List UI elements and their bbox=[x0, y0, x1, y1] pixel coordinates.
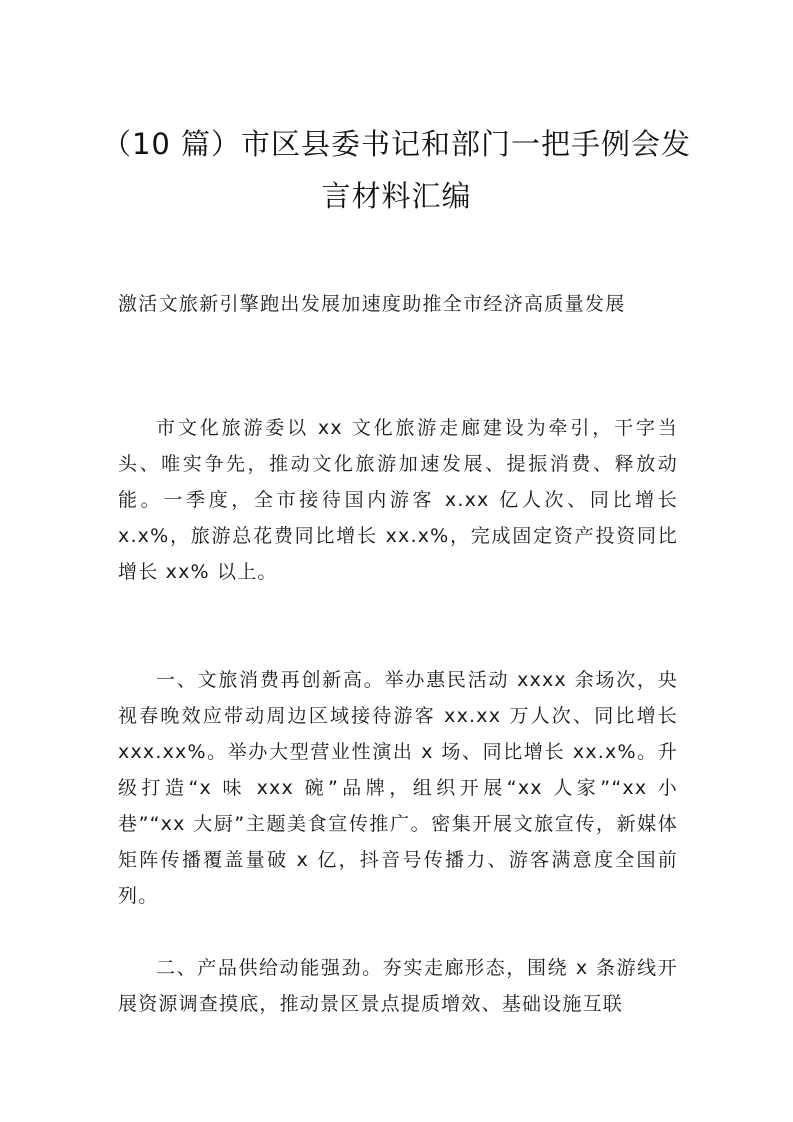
paragraph-text: 市文化旅游委以 xx 文化旅游走廊建设为牵引，干字当头、唯实争先，推动文化旅游加速发展、提振消费、释放动能。一季度，全市接待国内游客 x.xx 亿人次、同比增长 x.x%，旅游总花费同比增长 xx.x%，完成固定资产投资同比增长 xx% 以上。 bbox=[118, 417, 678, 583]
document-title: （10 篇）市区县委书记和部门一把手例会发言材料汇编 bbox=[101, 127, 692, 213]
document-subtitle: 激活文旅新引擎跑出发展加速度助推全市经济高质量发展 bbox=[118, 293, 626, 315]
body-paragraph-section-1 bbox=[118, 662, 678, 914]
paragraph-text: 二、产品供给动能强劲。夯实走廊形态，围绕 x 条游线开展资源调查摸底，推动景区景点提质增效、基础设施互联 bbox=[118, 957, 678, 1015]
body-paragraph-intro bbox=[118, 410, 678, 590]
paragraph-text: 一、文旅消费再创新高。举办惠民活动 xxxx 余场次，央视春晚效应带动周边区域接待游客 xx.xx 万人次、同比增长 xxx.xx%。举办大型营业性演出 x 场、同比增长 xx.x%。升级打造“x 味 xxx 碗”品牌，组织开展“xx 人家”“xx 小巷”“xx 大厨”主题美食宣传推广。密集开展文旅宣传，新媒体矩阵传播覆盖量破 x 亿，抖音号传播力、游客满意度全国前列。 bbox=[118, 669, 678, 907]
body-paragraph-section-2 bbox=[118, 950, 678, 1022]
